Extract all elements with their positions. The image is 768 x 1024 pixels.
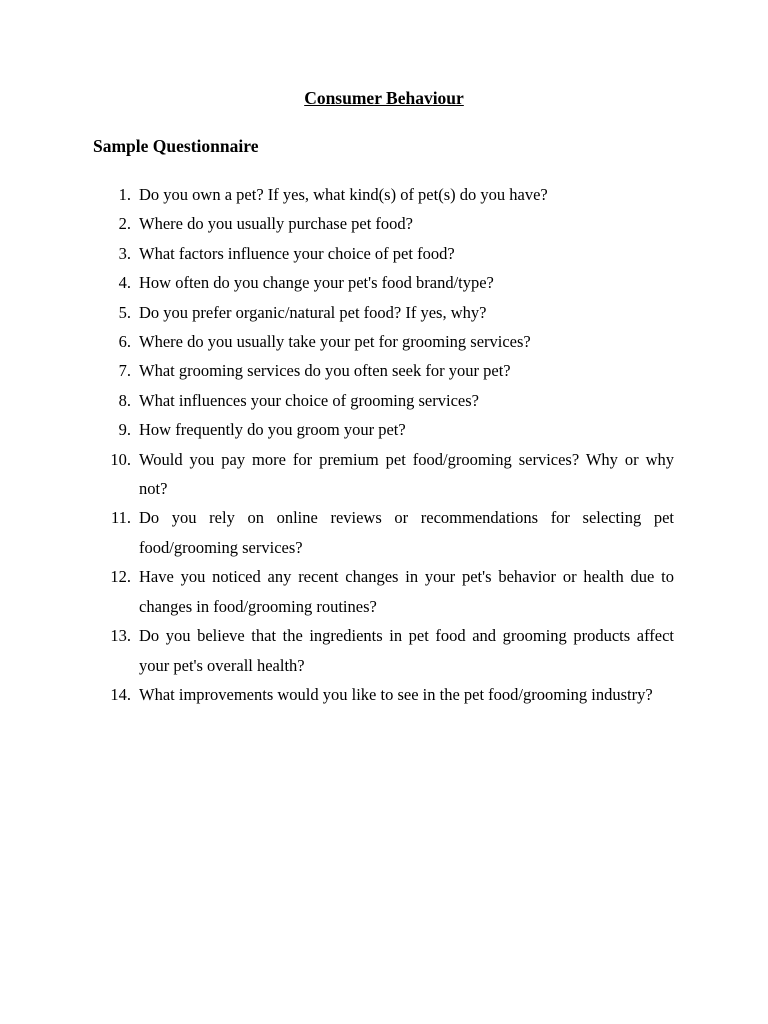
question-number: 11. — [110, 508, 131, 528]
question-text: Where do you usually purchase pet food? — [139, 214, 413, 234]
question-number: 7. — [118, 361, 131, 381]
question-number: 12. — [110, 567, 131, 587]
question-item — [93, 239, 674, 268]
question-item — [93, 327, 674, 356]
question-text: Do you prefer organic/natural pet food? If yes, why? — [139, 302, 487, 322]
question-text: How often do you change your pet's food brand/type? — [139, 273, 494, 293]
question-item — [93, 415, 674, 444]
section-heading: Sample Questionnaire — [93, 136, 259, 156]
question-item — [93, 298, 674, 327]
question-number: 2. — [118, 214, 131, 234]
question-item — [93, 356, 674, 385]
question-text: What factors influence your choice of pet food? — [139, 243, 455, 263]
question-number: 1. — [118, 185, 131, 204]
question-item — [93, 680, 674, 709]
question-text: Do you believe that the ingredients in pet food and grooming products affect your pet's overall health? — [139, 626, 674, 675]
question-text: What grooming services do you often seek for your pet? — [139, 361, 511, 381]
question-item — [93, 562, 674, 621]
question-item — [93, 180, 674, 209]
question-number: 9. — [118, 420, 131, 440]
question-text: Have you noticed any recent changes in your pet's behavior or health due to changes in food/grooming routines? — [139, 567, 674, 616]
question-item — [93, 209, 674, 238]
question-text: What improvements would you like to see in the pet food/grooming industry? — [139, 684, 653, 704]
question-number: 3. — [118, 243, 131, 263]
question-text: Do you rely on online reviews or recommendations for selecting pet food/grooming services? — [139, 508, 674, 557]
question-text: Where do you usually take your pet for grooming services? — [139, 332, 531, 352]
question-number: 13. — [110, 626, 131, 646]
question-number: 14. — [110, 684, 131, 704]
question-number: 10. — [110, 449, 131, 469]
question-text: How frequently do you groom your pet? — [139, 420, 406, 440]
question-item — [93, 621, 674, 680]
question-list — [93, 180, 674, 709]
question-number: 4. — [118, 273, 131, 293]
question-text: Do you own a pet? If yes, what kind(s) of pet(s) do you have? — [139, 185, 548, 204]
question-item — [93, 386, 674, 415]
question-item — [93, 268, 674, 297]
question-number: 6. — [118, 332, 131, 352]
question-text: What influences your choice of grooming services? — [139, 390, 479, 410]
question-text: Would you pay more for premium pet food/grooming services? Why or why not? — [139, 449, 674, 499]
question-number: 8. — [118, 390, 131, 410]
document-title: Consumer Behaviour — [304, 88, 464, 108]
question-item — [93, 445, 674, 504]
question-item — [93, 503, 674, 562]
question-number: 5. — [118, 302, 131, 322]
